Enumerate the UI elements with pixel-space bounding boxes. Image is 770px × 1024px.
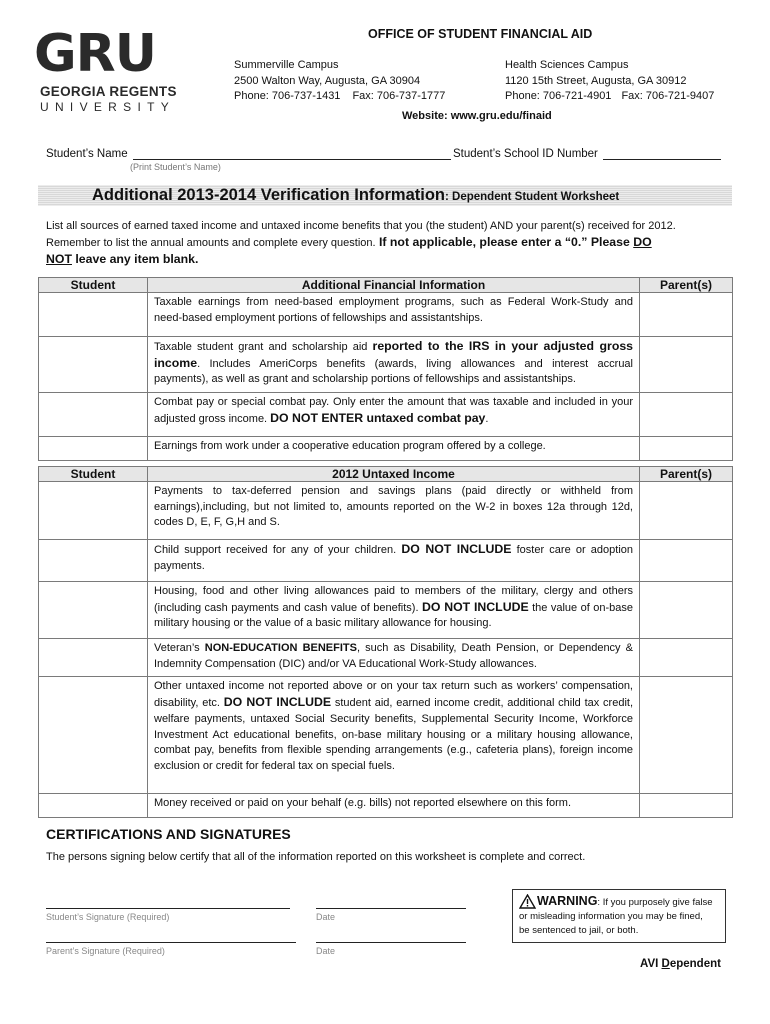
row-description xyxy=(148,337,640,393)
campus-phone: Phone: 706-737-1431 xyxy=(234,90,341,102)
student-signature-label: Student’s Signature (Required) xyxy=(46,912,170,922)
row-description xyxy=(148,677,640,794)
student-name-label: Student’s Name xyxy=(46,148,128,160)
table-row xyxy=(39,639,733,677)
row-text: Other untaxed income not reported above or on your tax return such as workers’ compensation, disability, etc. xyxy=(154,680,633,710)
row-emphasis: DO NOT ENTER untaxed combat pay xyxy=(270,410,486,425)
row-description: Taxable earnings from need-based employment programs, such as Federal Work-Study and need-based employment portions of fellowships and assistantships. xyxy=(148,293,640,337)
row-description xyxy=(148,393,640,437)
row-description xyxy=(148,540,640,582)
row-emphasis: DO NOT INCLUDE xyxy=(421,599,529,614)
campus-name: Health Sciences Campus xyxy=(505,59,629,71)
form-code-initial: D xyxy=(661,958,670,970)
row-text: the value of on-base military housing or the value of a basic military allowance for housing. xyxy=(154,601,633,630)
parent-date-line[interactable] xyxy=(316,942,466,943)
table-row xyxy=(39,582,733,639)
student-id-row xyxy=(453,147,721,160)
parent-amount-cell[interactable] xyxy=(640,293,733,337)
table-row xyxy=(39,677,733,794)
instructions-not: NOT xyxy=(46,252,72,266)
parent-amount-cell[interactable] xyxy=(640,540,733,582)
website-link[interactable]: Website: www.gru.edu/finaid xyxy=(402,110,552,122)
form-code-suffix: ependent xyxy=(669,958,721,970)
student-amount-cell[interactable] xyxy=(39,293,148,337)
parent-amount-cell[interactable] xyxy=(640,639,733,677)
logo-line2: UNIVERSITY xyxy=(40,100,176,114)
instructions-remember: Remember to list the annual amounts and complete every question. xyxy=(46,237,376,249)
warning-box xyxy=(512,889,726,943)
col-student: Student xyxy=(39,278,148,293)
student-amount-cell[interactable] xyxy=(39,639,148,677)
form-code-prefix: AVI xyxy=(640,958,662,970)
student-amount-cell[interactable] xyxy=(39,540,148,582)
student-amount-cell[interactable] xyxy=(39,437,148,461)
student-date-line[interactable] xyxy=(316,908,466,909)
campus-health-sciences xyxy=(505,58,714,105)
campus-fax: Fax: 706-737-1777 xyxy=(352,90,446,102)
parent-amount-cell[interactable] xyxy=(640,794,733,818)
table-row xyxy=(39,337,733,393)
warning-icon xyxy=(519,894,536,909)
student-amount-cell[interactable] xyxy=(39,582,148,639)
campus-address: 1120 15th Street, Augusta, GA 30912 xyxy=(505,74,687,87)
col-info: 2012 Untaxed Income xyxy=(148,467,640,482)
instructions-line2 xyxy=(46,234,736,251)
row-emphasis: NON-EDUCATION BENEFITS xyxy=(204,642,357,654)
student-signature-line[interactable] xyxy=(46,908,290,909)
parent-amount-cell[interactable] xyxy=(640,437,733,461)
warning-line3: be sentenced to jail, or both. xyxy=(519,925,639,936)
row-text: student aid, earned income credit, additional child tax credit, welfare payments, untaxed Social Security benefits, Supplemental Security Income, Workforce Investment Act educational benefits, on-base military housing or a military housing allowance, combat pay, benefits from flexible spending arrangements (e.g., cafeteria plans), foreign income exclusion or credit for federal tax on special fuels. xyxy=(154,697,633,772)
student-name-sublabel: (Print Student’s Name) xyxy=(130,162,221,172)
student-amount-cell[interactable] xyxy=(39,482,148,540)
row-text: foster care or adoption payments. xyxy=(154,544,634,572)
student-amount-cell[interactable] xyxy=(39,794,148,818)
row-text: . xyxy=(485,412,489,425)
table-header xyxy=(39,278,733,293)
row-description xyxy=(148,639,640,677)
warning-text: : If you purposely give false xyxy=(597,897,713,908)
table-header xyxy=(39,467,733,482)
form-code xyxy=(640,958,721,970)
logo-gru: GRU xyxy=(34,24,156,84)
student-amount-cell[interactable] xyxy=(39,393,148,437)
campus-contact xyxy=(234,89,445,105)
student-name-field[interactable] xyxy=(133,147,451,160)
col-parent: Parent(s) xyxy=(640,278,733,293)
office-title: OFFICE OF STUDENT FINANCIAL AID xyxy=(368,27,593,41)
student-name-row xyxy=(46,147,451,160)
instructions-line3 xyxy=(46,251,736,268)
col-student: Student xyxy=(39,467,148,482)
student-id-field[interactable] xyxy=(603,147,721,160)
certifications-text: The persons signing below certify that all of the information reported on this worksheet is complete and correct. xyxy=(46,851,586,863)
campus-name: Summerville Campus xyxy=(234,59,339,71)
row-text: Child support received for any of your children. xyxy=(154,544,402,556)
parent-signature-line[interactable] xyxy=(46,942,296,943)
warning-line2: or misleading information you may be fined, xyxy=(519,911,703,922)
instructions-line1: List all sources of earned taxed income and untaxed income benefits that you (the student) AND your parent(s) received for 2012. xyxy=(46,220,676,232)
parent-amount-cell[interactable] xyxy=(640,337,733,393)
table-row xyxy=(39,482,733,540)
row-text: Veteran’s xyxy=(154,642,205,654)
col-info: Additional Financial Information xyxy=(148,278,640,293)
page-title xyxy=(92,186,619,205)
instructions-do: DO xyxy=(633,235,652,249)
campus-fax: Fax: 706-721-9407 xyxy=(621,90,715,102)
row-description: Payments to tax-deferred pension and savings plans (paid directly or withheld from earnings),including, but not limited to, amounts reported on the W-2 in boxes 12a through 12d, codes D, E, F, G,H and S. xyxy=(148,482,640,540)
parent-amount-cell[interactable] xyxy=(640,393,733,437)
untaxed-income-table xyxy=(38,466,733,818)
table-row xyxy=(39,794,733,818)
student-id-label: Student’s School ID Number xyxy=(453,148,598,160)
instructions xyxy=(46,218,736,268)
table-row xyxy=(39,437,733,461)
campus-contact xyxy=(505,89,714,105)
col-parent: Parent(s) xyxy=(640,467,733,482)
row-text: . Includes AmeriCorps benefits (awards, living allowances and interest accrual payments), as well as grant and scholarship portions of fellowships and assistantships. xyxy=(154,357,633,386)
student-amount-cell[interactable] xyxy=(39,337,148,393)
instructions-blank: leave any item blank. xyxy=(71,252,199,266)
row-text: Combat pay or special combat pay. Only enter the amount that was taxable and included in your adjusted gross income. xyxy=(154,396,633,425)
parent-date-label: Date xyxy=(316,946,336,956)
campus-address: 2500 Walton Way, Augusta, GA 30904 xyxy=(234,74,421,87)
row-description: Money received or paid on your behalf (e.g. bills) not reported elsewhere on this form. xyxy=(148,794,640,818)
page-title-main: Additional 2013-2014 Verification Information xyxy=(92,186,446,204)
table-row xyxy=(39,293,733,337)
student-amount-cell[interactable] xyxy=(39,677,148,794)
financial-info-table xyxy=(38,277,733,461)
row-text: Housing, food and other living allowances paid to members of the military, clergy and others (including cash payments and cash value of benefits). xyxy=(154,585,633,614)
campus-summerville xyxy=(234,58,445,105)
row-text: Taxable student grant and scholarship aid xyxy=(154,341,373,353)
parent-amount-cell[interactable] xyxy=(640,482,733,540)
row-emphasis: DO NOT INCLUDE xyxy=(223,695,332,710)
warning-title: WARNING xyxy=(537,894,598,908)
student-date-label: Date xyxy=(316,912,336,922)
warning-line1 xyxy=(519,894,719,910)
certifications-heading: CERTIFICATIONS AND SIGNATURES xyxy=(46,826,291,842)
campus-phone: Phone: 706-721-4901 xyxy=(505,90,612,102)
table-row xyxy=(39,393,733,437)
parent-amount-cell[interactable] xyxy=(640,677,733,794)
page-title-sub: : Dependent Student Worksheet xyxy=(445,191,620,203)
instructions-zero: If not applicable, please enter a “0.” Please xyxy=(375,235,634,249)
row-description: Earnings from work under a cooperative education program offered by a college. xyxy=(148,437,640,461)
parent-amount-cell[interactable] xyxy=(640,582,733,639)
table-row xyxy=(39,540,733,582)
row-description xyxy=(148,582,640,639)
parent-signature-label: Parent’s Signature (Required) xyxy=(46,946,165,956)
row-text: , such as Disability, Death Pension, or Dependency & Indemnity Compensation (DIC) and/or VA Educational Work-Study allowances. xyxy=(154,642,633,670)
row-emphasis: DO NOT INCLUDE xyxy=(401,542,512,556)
row-emphasis: reported to the IRS in your adjusted gross income xyxy=(154,339,634,370)
logo-line1: GEORGIA REGENTS xyxy=(40,84,177,99)
